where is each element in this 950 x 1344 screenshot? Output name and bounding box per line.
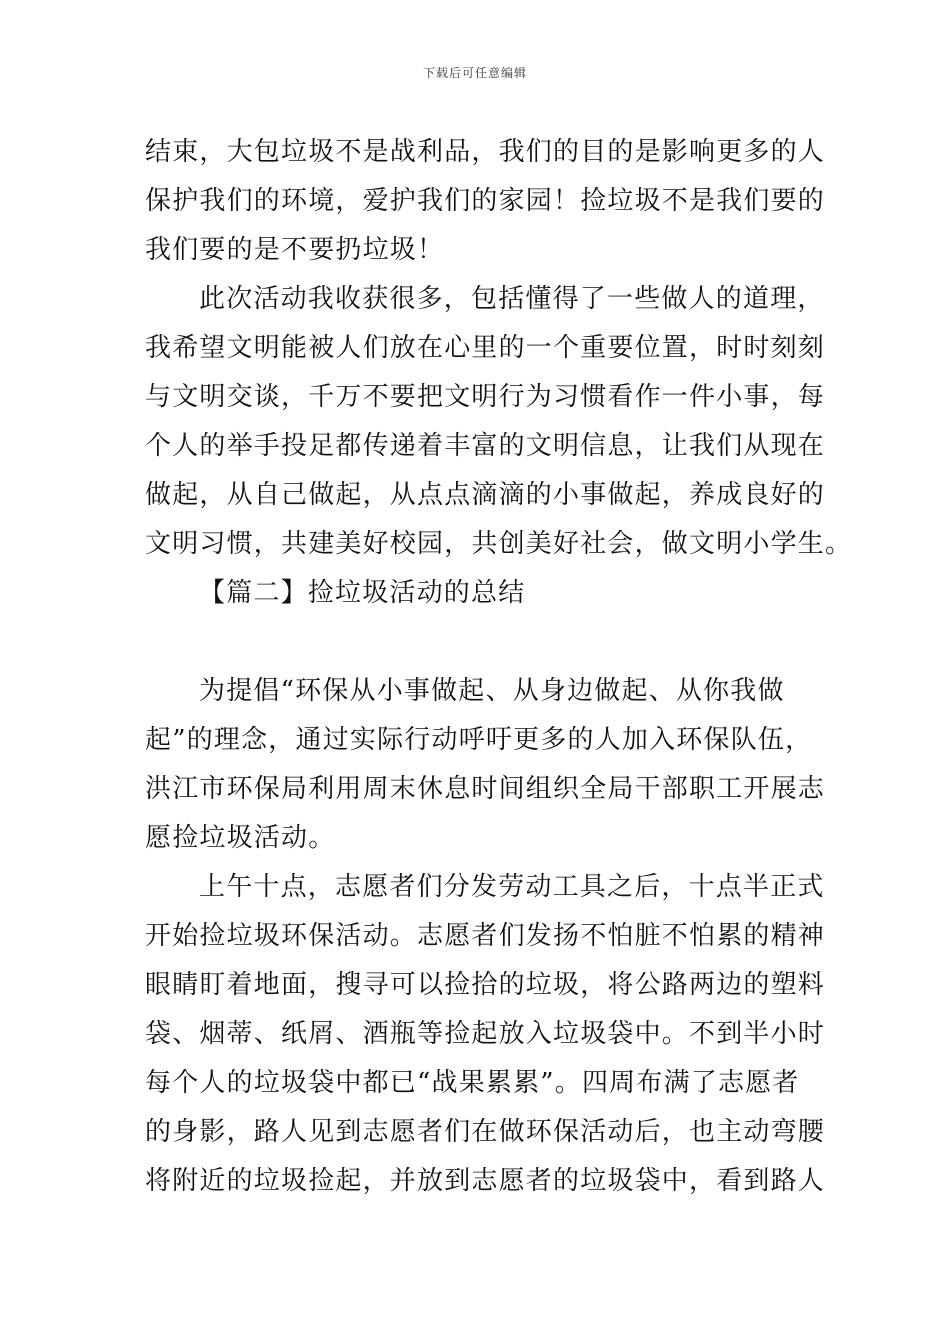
paragraph-line: 此次活动我收获很多，包括懂得了一些做人的道理， [199,284,825,314]
paragraph-line: 的身影，路人见到志愿者们在做环保活动后，也主动弯腰 [145,1117,826,1147]
paragraph-line: 与文明交谈，千万不要把文明行为习惯看作一件小事，每 [145,382,826,412]
paragraph-line: 袋、烟蒂、纸屑、酒瓶等捡起放入垃圾袋中。不到半小时 [145,1019,826,1049]
blank-line [145,618,810,667]
paragraph-line: 愿捡垃圾活动。 [145,823,336,853]
paragraph-line: 我们要的是不要扔垃圾！ [145,235,445,265]
paragraph-line: 洪江市环保局利用周末休息时间组织全局干部职工开展志 [145,774,826,804]
document-body [145,128,853,1206]
paragraph-line: 做起，从自己做起，从点点滴滴的小事做起，养成良好的 [145,480,826,510]
paragraph-line: 将附近的垃圾捡起，并放到志愿者的垃圾袋中，看到路人 [145,1166,826,1196]
paragraph-line: 结束，大包垃圾不是战利品，我们的目的是影响更多的人 [145,137,826,167]
paragraph-4 [145,863,826,1206]
section-heading: 【篇二】捡垃圾活动的总结 [199,578,526,608]
paragraph-line: 保护我们的环境，爱护我们的家园！捡垃圾不是我们要的 [145,186,826,216]
paragraph-line: 我希望文明能被人们放在心里的一个重要位置，时时刻刻 [145,333,826,363]
page-header: 下载后可任意编辑 [422,66,527,80]
paragraph-line: 开始捡垃圾环保活动。志愿者们发扬不怕脏不怕累的精神 [145,921,826,951]
paragraph-3 [145,667,826,863]
paragraph-line: 为提倡“环保从小事做起、从身边做起、从你我做 [199,676,785,706]
paragraph-line: 文明习惯，共建美好校园，共创美好社会，做文明小学生。 [145,529,853,559]
paragraph-2 [145,275,853,569]
paragraph-line: 个人的举手投足都传递着丰富的文明信息，让我们从现在 [145,431,826,461]
paragraph-line: 起”的理念，通过实际行动呼吁更多的人加入环保队伍， [145,725,813,755]
paragraph-line: 上午十点，志愿者们分发劳动工具之后，十点半正式 [199,872,825,902]
paragraph-1 [145,128,826,275]
paragraph-line: 每个人的垃圾袋中都已“战果累累”。四周布满了志愿者 [145,1068,800,1098]
paragraph-line: 眼睛盯着地面，搜寻可以捡拾的垃圾，将公路两边的塑料 [145,970,826,1000]
